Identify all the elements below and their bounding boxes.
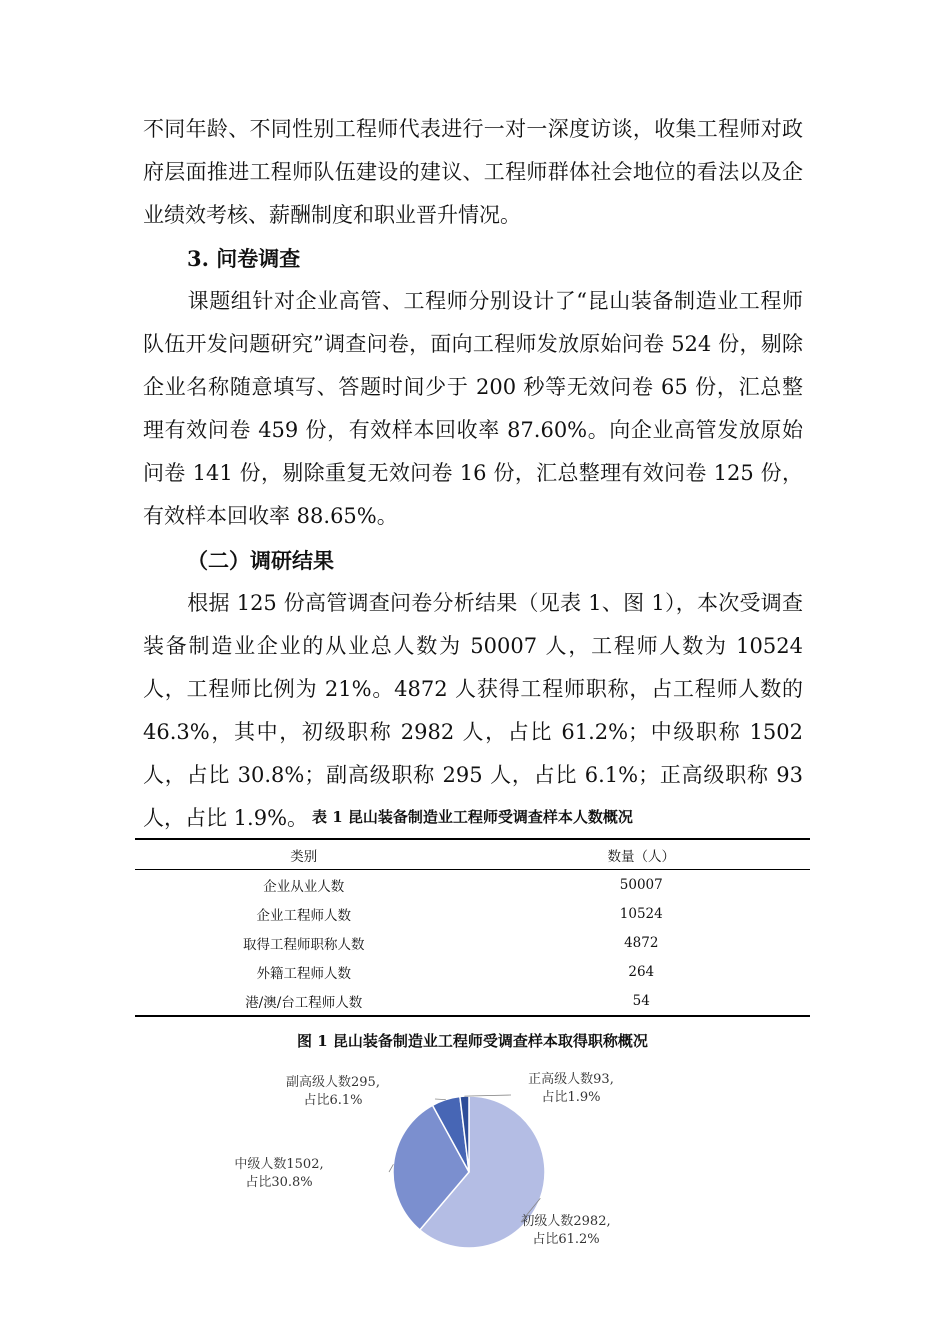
heading-survey: 3. 问卷调查 <box>187 246 301 271</box>
header-count: 数量（人） <box>473 839 811 870</box>
leader-line-deputy-senior <box>435 1099 446 1100</box>
header-category: 类别 <box>135 839 473 870</box>
paragraph-results <box>143 582 803 840</box>
table-cell: 50007 <box>619 876 663 893</box>
figure-caption: 图 1 昆山装备制造业工程师受调查样本取得职称概况 <box>297 1032 648 1050</box>
table-header-row <box>135 839 810 870</box>
heading-results: （二）调研结果 <box>187 548 334 573</box>
pie-percent-senior: 占比1.9% <box>541 1090 601 1105</box>
table-cell: 264 <box>628 963 655 980</box>
table-cell: 10524 <box>619 905 663 922</box>
table-cell: 港/澳/台工程师人数 <box>135 986 473 1016</box>
table-cell: 取得工程师职称人数 <box>243 936 365 953</box>
sample-table <box>135 838 810 1017</box>
pie-percent-deputy-senior: 占比6.1% <box>303 1093 363 1108</box>
table-row <box>135 957 810 986</box>
pie-percent-intermediate: 占比30.8% <box>245 1175 313 1190</box>
paragraph-survey <box>143 280 803 538</box>
table-row <box>135 870 810 900</box>
paragraph-survey-text: 课题组针对企业高管、工程师分别设计了“昆山装备制造业工程师队伍开发问题研究”调查问卷，面向工程师发放原始问卷 524 份，剔除企业名称随意填写、答题时间少于 200 秒等无效问卷 65 份，汇总整理有效问卷 459 份，有效样本回收率 87.60%。向企业高管发放原始问卷 141 份，剔除重复无效问卷 16 份，汇总整理有效问卷 125 份，有效样本回收率 88.65%。 <box>143 289 803 528</box>
paragraph-interview: 不同年龄、不同性别工程师代表进行一对一深度访谈，收集工程师对政府层面推进工程师队伍建设的建议、工程师群体社会地位的看法以及企业绩效考核、薪酬制度和职业晋升情况。 <box>143 117 803 227</box>
table-caption: 表 1 昆山装备制造业工程师受调查样本人数概况 <box>312 808 633 826</box>
table-cell: 外籍工程师人数 <box>256 965 351 982</box>
table-cell: 企业从业人数 <box>263 878 345 895</box>
table-cell: 54 <box>473 986 811 1016</box>
pie-label-intermediate: 中级人数1502, <box>234 1157 324 1172</box>
table-cell: 企业工程师人数 <box>256 907 351 924</box>
pie-label-deputy-senior: 副高级人数295, <box>286 1075 380 1090</box>
leader-line-senior <box>464 1095 511 1096</box>
pie-label-senior: 正高级人数93, <box>528 1072 614 1087</box>
table-row <box>135 899 810 928</box>
pie-chart <box>195 1062 755 1287</box>
table-cell: 4872 <box>624 934 659 951</box>
pie-label-junior: 初级人数2982, <box>521 1214 611 1229</box>
pie-percent-junior: 占比61.2% <box>532 1232 600 1247</box>
paragraph-results-text: 根据 125 份高管调查问卷分析结果（见表 1、图 1），本次受调查装备制造业企业的从业总人数为 50007 人，工程师人数为 10524 人，工程师比例为 21%。4872 人获得工程师职称，占工程师人数的 46.3%，其中，初级职称 2982 人，占比 61.2%；中级职称 1502 人，占比 30.8%；副高级职称 295 人，占比 6.1%；正高级职称 93 人，占比 1.9%。 <box>143 591 803 830</box>
table-row <box>135 928 810 957</box>
table-row <box>135 986 810 1016</box>
